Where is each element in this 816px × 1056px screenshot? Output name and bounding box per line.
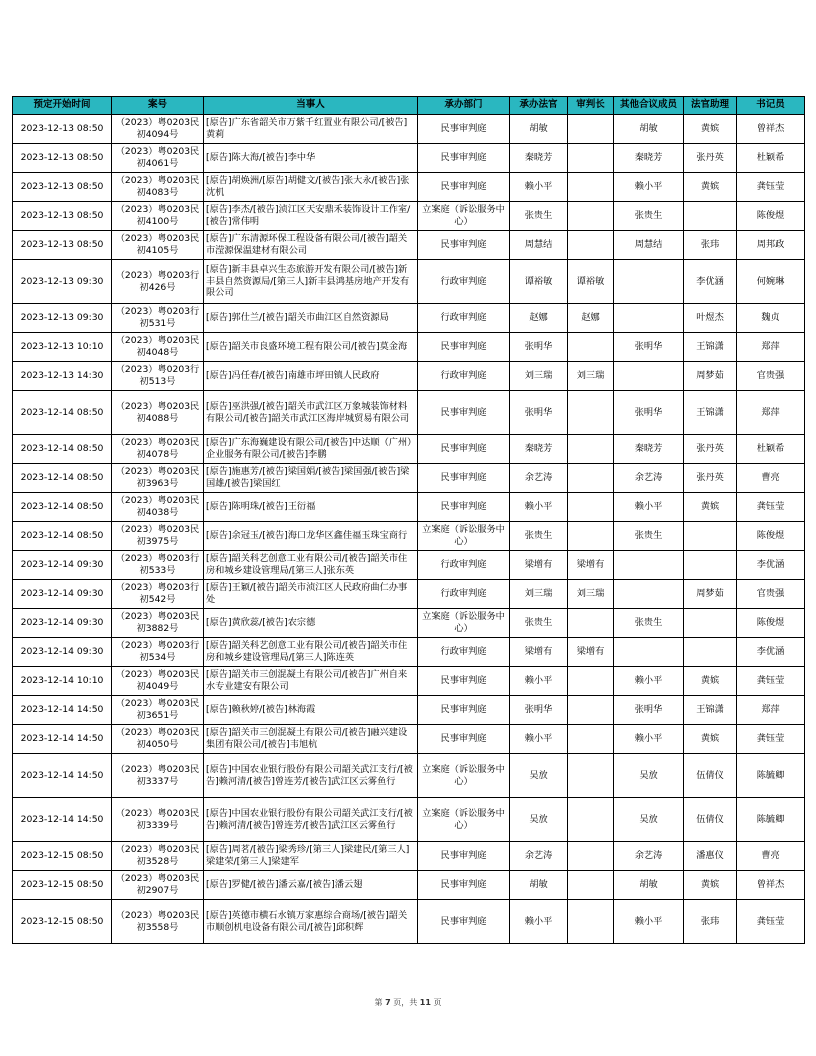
- presiding-judge-cell: [568, 391, 614, 435]
- parties-cell: [原告]罗健/[被告]潘云嘉/[被告]潘云翅: [204, 871, 418, 900]
- parties-cell: [原告]韶关科艺创意工业有限公司/[被告]韶关市住房和城乡建设管理局/[第三人]张东英: [204, 551, 418, 580]
- case-number-cell: （2023）粤0203行初542号: [112, 580, 204, 609]
- presiding-judge-cell: [568, 522, 614, 551]
- department-cell: 行政审判庭: [418, 580, 510, 609]
- clerk-cell: 陈毓卿: [737, 754, 805, 798]
- panel-members-cell: 余艺涛: [614, 842, 684, 871]
- department-cell: 民事审判庭: [418, 333, 510, 362]
- presiding-judge-cell: [568, 754, 614, 798]
- case-number-cell: （2023）粤0203民初4061号: [112, 144, 204, 173]
- judge-assistant-cell: 王锦潇: [684, 333, 737, 362]
- clerk-cell: 陈俊煜: [737, 522, 805, 551]
- panel-members-cell: 秦晓芳: [614, 144, 684, 173]
- presiding-judge-cell: [568, 202, 614, 231]
- judge-cell: 余艺涛: [510, 464, 568, 493]
- panel-members-cell: 赖小平: [614, 493, 684, 522]
- panel-members-cell: 张贵生: [614, 202, 684, 231]
- start-time-cell: 2023-12-14 08:50: [13, 435, 112, 464]
- table-row: [13, 551, 805, 580]
- judge-assistant-cell: 王锦潇: [684, 696, 737, 725]
- presiding-judge-cell: [568, 667, 614, 696]
- department-cell: 立案庭（诉讼服务中心）: [418, 202, 510, 231]
- clerk-cell: 何婉琳: [737, 260, 805, 304]
- table-row: [13, 333, 805, 362]
- judge-assistant-cell: 黄嫔: [684, 871, 737, 900]
- panel-members-cell: 张明华: [614, 696, 684, 725]
- judge-cell: 赖小平: [510, 900, 568, 944]
- panel-members-cell: [614, 260, 684, 304]
- judge-cell: 刘三瑞: [510, 580, 568, 609]
- panel-members-cell: 张明华: [614, 333, 684, 362]
- panel-members-cell: [614, 304, 684, 333]
- presiding-judge-cell: [568, 609, 614, 638]
- clerk-cell: 魏贞: [737, 304, 805, 333]
- start-time-cell: 2023-12-13 14:30: [13, 362, 112, 391]
- presiding-judge-cell: [568, 798, 614, 842]
- judge-assistant-cell: 周梦茹: [684, 580, 737, 609]
- clerk-cell: 龚钰莹: [737, 173, 805, 202]
- judge-assistant-cell: 王锦潇: [684, 391, 737, 435]
- presiding-judge-cell: 谭裕敏: [568, 260, 614, 304]
- parties-cell: [原告]韶关市三创混凝土有限公司/[被告]广州自来水专业建安有限公司: [204, 667, 418, 696]
- panel-members-cell: [614, 362, 684, 391]
- judge-assistant-cell: 伍倩仪: [684, 798, 737, 842]
- presiding-judge-cell: [568, 725, 614, 754]
- table-row: [13, 609, 805, 638]
- parties-cell: [原告]广东海巍建设有限公司/[被告]中达顺（广州）企业服务有限公司/[被告]李鹏: [204, 435, 418, 464]
- presiding-judge-cell: [568, 115, 614, 144]
- judge-assistant-cell: [684, 202, 737, 231]
- judge-cell: 余艺涛: [510, 842, 568, 871]
- start-time-cell: 2023-12-13 08:50: [13, 115, 112, 144]
- presiding-judge-cell: [568, 464, 614, 493]
- clerk-cell: 李优涵: [737, 638, 805, 667]
- judge-assistant-cell: 周梦茹: [684, 362, 737, 391]
- clerk-cell: 杜颖希: [737, 144, 805, 173]
- parties-cell: [原告]郭仕兰/[被告]韶关市曲江区自然资源局: [204, 304, 418, 333]
- parties-cell: [原告]施惠芳/[被告]梁国娟/[被告]梁国强/[被告]梁国雄/[被告]梁国红: [204, 464, 418, 493]
- table-row: [13, 362, 805, 391]
- page-number: 7: [385, 998, 391, 1007]
- clerk-cell: 周邦政: [737, 231, 805, 260]
- page-footer: [0, 997, 816, 1008]
- case-number-cell: （2023）粤0203民初3339号: [112, 798, 204, 842]
- judge-assistant-cell: 黄嫔: [684, 493, 737, 522]
- start-time-cell: 2023-12-13 08:50: [13, 144, 112, 173]
- column-header-panel-members: 其他合议成员: [614, 97, 684, 115]
- judge-assistant-cell: 张丹英: [684, 464, 737, 493]
- start-time-cell: 2023-12-13 08:50: [13, 173, 112, 202]
- case-number-cell: （2023）粤0203民初4078号: [112, 435, 204, 464]
- panel-members-cell: [614, 580, 684, 609]
- judge-assistant-cell: 张玮: [684, 900, 737, 944]
- table-row: [13, 900, 805, 944]
- judge-assistant-cell: 黄嫔: [684, 115, 737, 144]
- judge-cell: 张贵生: [510, 202, 568, 231]
- parties-cell: [原告]胡焕洲/[原告]胡健文/[被告]张大永/[被告]张沈机: [204, 173, 418, 202]
- judge-cell: 张明华: [510, 696, 568, 725]
- clerk-cell: 曹亮: [737, 842, 805, 871]
- table-row: [13, 798, 805, 842]
- parties-cell: [原告]陈大海/[被告]李中华: [204, 144, 418, 173]
- department-cell: 民事审判庭: [418, 435, 510, 464]
- judge-assistant-cell: 张玮: [684, 231, 737, 260]
- presiding-judge-cell: 赵娜: [568, 304, 614, 333]
- judge-cell: 吴放: [510, 754, 568, 798]
- table-row: [13, 435, 805, 464]
- start-time-cell: 2023-12-14 09:30: [13, 609, 112, 638]
- column-header-judge-assistant: 法官助理: [684, 97, 737, 115]
- panel-members-cell: 余艺涛: [614, 464, 684, 493]
- department-cell: 民事审判庭: [418, 696, 510, 725]
- department-cell: 民事审判庭: [418, 842, 510, 871]
- column-header-department: 承办部门: [418, 97, 510, 115]
- start-time-cell: 2023-12-13 10:10: [13, 333, 112, 362]
- case-number-cell: （2023）粤0203民初4094号: [112, 115, 204, 144]
- judge-cell: 赖小平: [510, 667, 568, 696]
- parties-cell: [原告]中国农业银行股份有限公司韶关武江支行/[被告]赖河清/[被告]曾连芳/[被告]武江区云雾鱼行: [204, 798, 418, 842]
- judge-cell: 赖小平: [510, 493, 568, 522]
- parties-cell: [原告]英德市横石水镇万家惠综合商场/[被告]韶关市顺创机电设备有限公司/[被告]邱积辉: [204, 900, 418, 944]
- judge-assistant-cell: 叶煜杰: [684, 304, 737, 333]
- judge-cell: 吴放: [510, 798, 568, 842]
- table-row: [13, 493, 805, 522]
- panel-members-cell: 吴放: [614, 798, 684, 842]
- case-number-cell: （2023）粤0203民初3528号: [112, 842, 204, 871]
- department-cell: 民事审判庭: [418, 231, 510, 260]
- panel-members-cell: 张贵生: [614, 522, 684, 551]
- department-cell: 行政审判庭: [418, 551, 510, 580]
- case-number-cell: （2023）粤0203民初3651号: [112, 696, 204, 725]
- judge-cell: 赵娜: [510, 304, 568, 333]
- clerk-cell: 龚钰莹: [737, 725, 805, 754]
- table-row: [13, 391, 805, 435]
- judge-cell: 胡敏: [510, 871, 568, 900]
- panel-members-cell: 吴放: [614, 754, 684, 798]
- department-cell: 立案庭（诉讼服务中心）: [418, 609, 510, 638]
- footer-suffix: 页: [430, 998, 442, 1007]
- presiding-judge-cell: [568, 696, 614, 725]
- table-row: [13, 725, 805, 754]
- case-number-cell: （2023）粤0203民初3963号: [112, 464, 204, 493]
- clerk-cell: 陈俊煜: [737, 202, 805, 231]
- clerk-cell: 官贵强: [737, 362, 805, 391]
- table-row: [13, 580, 805, 609]
- presiding-judge-cell: [568, 333, 614, 362]
- case-number-cell: （2023）粤0203行初426号: [112, 260, 204, 304]
- clerk-cell: 龚钰莹: [737, 667, 805, 696]
- table-row: [13, 231, 805, 260]
- department-cell: 民事审判庭: [418, 725, 510, 754]
- department-cell: 民事审判庭: [418, 115, 510, 144]
- clerk-cell: 杜颖希: [737, 435, 805, 464]
- parties-cell: [原告]韶关科艺创意工业有限公司/[被告]韶关市住房和城乡建设管理局/[第三人]陈连英: [204, 638, 418, 667]
- case-number-cell: （2023）粤0203民初4048号: [112, 333, 204, 362]
- judge-cell: 刘三瑞: [510, 362, 568, 391]
- department-cell: 民事审判庭: [418, 144, 510, 173]
- parties-cell: [原告]周茗/[被告]梁秀珍/[第三人]梁建民/[第三人]梁建荣/[第三人]梁建军: [204, 842, 418, 871]
- start-time-cell: 2023-12-14 14:50: [13, 696, 112, 725]
- start-time-cell: 2023-12-14 09:30: [13, 551, 112, 580]
- hearing-schedule-table: [12, 96, 805, 944]
- panel-members-cell: 赖小平: [614, 725, 684, 754]
- column-header-case-number: 案号: [112, 97, 204, 115]
- clerk-cell: 陈毓卿: [737, 798, 805, 842]
- table-row: [13, 464, 805, 493]
- department-cell: 行政审判庭: [418, 362, 510, 391]
- department-cell: 立案庭（诉讼服务中心）: [418, 522, 510, 551]
- footer-middle: 页，共: [390, 998, 420, 1007]
- column-header-judge: 承办法官: [510, 97, 568, 115]
- clerk-cell: 陈俊煜: [737, 609, 805, 638]
- start-time-cell: 2023-12-14 14:50: [13, 798, 112, 842]
- department-cell: 民事审判庭: [418, 667, 510, 696]
- clerk-cell: 郑萍: [737, 696, 805, 725]
- case-number-cell: （2023）粤0203民初4083号: [112, 173, 204, 202]
- clerk-cell: 李优涵: [737, 551, 805, 580]
- panel-members-cell: 胡敏: [614, 115, 684, 144]
- panel-members-cell: 赖小平: [614, 667, 684, 696]
- clerk-cell: 龚钰莹: [737, 900, 805, 944]
- department-cell: 行政审判庭: [418, 638, 510, 667]
- start-time-cell: 2023-12-14 08:50: [13, 493, 112, 522]
- judge-cell: 张贵生: [510, 609, 568, 638]
- presiding-judge-cell: 梁增有: [568, 638, 614, 667]
- judge-assistant-cell: 潘惠仪: [684, 842, 737, 871]
- department-cell: 民事审判庭: [418, 464, 510, 493]
- presiding-judge-cell: [568, 493, 614, 522]
- department-cell: 行政审判庭: [418, 260, 510, 304]
- start-time-cell: 2023-12-14 10:10: [13, 667, 112, 696]
- parties-cell: [原告]余冠玉/[被告]海口龙华区鑫佳福玉珠宝商行: [204, 522, 418, 551]
- column-header-start-time: 预定开始时间: [13, 97, 112, 115]
- start-time-cell: 2023-12-14 08:50: [13, 464, 112, 493]
- panel-members-cell: 张贵生: [614, 609, 684, 638]
- column-header-clerk: 书记员: [737, 97, 805, 115]
- department-cell: 行政审判庭: [418, 304, 510, 333]
- table-row: [13, 638, 805, 667]
- case-number-cell: （2023）粤0203民初3882号: [112, 609, 204, 638]
- presiding-judge-cell: [568, 231, 614, 260]
- parties-cell: [原告]韶关市良盛环境工程有限公司/[被告]莫金海: [204, 333, 418, 362]
- judge-assistant-cell: 黄嫔: [684, 725, 737, 754]
- parties-cell: [原告]巫洪强/[被告]韶关市武江区万象城装饰材料有限公司/[被告]韶关市武江区海岸城贸易有限公司: [204, 391, 418, 435]
- table-row: [13, 696, 805, 725]
- parties-cell: [原告]广东省韶关市万紫千红置业有限公司/[被告]黄莉: [204, 115, 418, 144]
- parties-cell: [原告]冯任春/[被告]南雄市坪田镇人民政府: [204, 362, 418, 391]
- judge-cell: 张贵生: [510, 522, 568, 551]
- presiding-judge-cell: [568, 900, 614, 944]
- table-row: [13, 115, 805, 144]
- table-row: [13, 871, 805, 900]
- department-cell: 民事审判庭: [418, 900, 510, 944]
- panel-members-cell: 赖小平: [614, 173, 684, 202]
- start-time-cell: 2023-12-14 14:50: [13, 754, 112, 798]
- total-pages: 11: [419, 998, 431, 1007]
- start-time-cell: 2023-12-13 08:50: [13, 231, 112, 260]
- department-cell: 民事审判庭: [418, 391, 510, 435]
- parties-cell: [原告]中国农业银行股份有限公司韶关武江支行/[被告]赖河清/[被告]曾连芳/[被告]武江区云雾鱼行: [204, 754, 418, 798]
- parties-cell: [原告]赖秋婷/[被告]林海霞: [204, 696, 418, 725]
- parties-cell: [原告]陈明珠/[被告]王衍福: [204, 493, 418, 522]
- case-number-cell: （2023）粤0203民初3975号: [112, 522, 204, 551]
- start-time-cell: 2023-12-14 09:30: [13, 638, 112, 667]
- case-number-cell: （2023）粤0203行初513号: [112, 362, 204, 391]
- panel-members-cell: [614, 551, 684, 580]
- case-number-cell: （2023）粤0203民初3337号: [112, 754, 204, 798]
- panel-members-cell: 张明华: [614, 391, 684, 435]
- judge-assistant-cell: 张丹英: [684, 144, 737, 173]
- presiding-judge-cell: [568, 842, 614, 871]
- panel-members-cell: 秦晓芳: [614, 435, 684, 464]
- department-cell: 民事审判庭: [418, 173, 510, 202]
- case-number-cell: （2023）粤0203民初2907号: [112, 871, 204, 900]
- start-time-cell: 2023-12-13 09:30: [13, 260, 112, 304]
- department-cell: 立案庭（诉讼服务中心）: [418, 754, 510, 798]
- department-cell: 立案庭（诉讼服务中心）: [418, 798, 510, 842]
- parties-cell: [原告]黄欣蕊/[被告]农宗德: [204, 609, 418, 638]
- case-number-cell: （2023）粤0203行初533号: [112, 551, 204, 580]
- judge-cell: 张明华: [510, 333, 568, 362]
- panel-members-cell: 赖小平: [614, 900, 684, 944]
- table-row: [13, 144, 805, 173]
- judge-cell: 梁增有: [510, 638, 568, 667]
- judge-cell: 秦晓芳: [510, 144, 568, 173]
- start-time-cell: 2023-12-14 14:50: [13, 725, 112, 754]
- table-row: [13, 173, 805, 202]
- presiding-judge-cell: [568, 144, 614, 173]
- judge-assistant-cell: 黄嫔: [684, 173, 737, 202]
- presiding-judge-cell: [568, 871, 614, 900]
- panel-members-cell: 胡敏: [614, 871, 684, 900]
- panel-members-cell: 周慧结: [614, 231, 684, 260]
- clerk-cell: 官贵强: [737, 580, 805, 609]
- column-header-presiding-judge: 审判长: [568, 97, 614, 115]
- start-time-cell: 2023-12-15 08:50: [13, 900, 112, 944]
- case-number-cell: （2023）粤0203行初534号: [112, 638, 204, 667]
- table-row: [13, 754, 805, 798]
- judge-assistant-cell: [684, 609, 737, 638]
- clerk-cell: 曹亮: [737, 464, 805, 493]
- case-number-cell: （2023）粤0203民初4100号: [112, 202, 204, 231]
- parties-cell: [原告]王颖/[被告]韶关市浈江区人民政府曲仁办事处: [204, 580, 418, 609]
- start-time-cell: 2023-12-13 08:50: [13, 202, 112, 231]
- judge-assistant-cell: [684, 551, 737, 580]
- start-time-cell: 2023-12-14 09:30: [13, 580, 112, 609]
- judge-cell: 谭裕敏: [510, 260, 568, 304]
- table-row: [13, 202, 805, 231]
- judge-cell: 胡敏: [510, 115, 568, 144]
- judge-cell: 秦晓芳: [510, 435, 568, 464]
- department-cell: 民事审判庭: [418, 493, 510, 522]
- table-row: [13, 522, 805, 551]
- case-number-cell: （2023）粤0203行初531号: [112, 304, 204, 333]
- table-header-row: [13, 97, 805, 115]
- presiding-judge-cell: 刘三瑞: [568, 580, 614, 609]
- table-row: [13, 304, 805, 333]
- judge-assistant-cell: [684, 522, 737, 551]
- footer-prefix: 第: [374, 998, 386, 1007]
- judge-assistant-cell: 李优涵: [684, 260, 737, 304]
- case-number-cell: （2023）粤0203民初3558号: [112, 900, 204, 944]
- table-row: [13, 842, 805, 871]
- department-cell: 民事审判庭: [418, 871, 510, 900]
- table-row: [13, 667, 805, 696]
- parties-cell: [原告]韶关市三创混凝土有限公司/[被告]融兴建设集团有限公司/[被告]韦旭杭: [204, 725, 418, 754]
- judge-assistant-cell: [684, 638, 737, 667]
- judge-cell: 赖小平: [510, 725, 568, 754]
- judge-cell: 梁增有: [510, 551, 568, 580]
- judge-cell: 赖小平: [510, 173, 568, 202]
- clerk-cell: 郑萍: [737, 333, 805, 362]
- start-time-cell: 2023-12-15 08:50: [13, 871, 112, 900]
- start-time-cell: 2023-12-13 09:30: [13, 304, 112, 333]
- start-time-cell: 2023-12-14 08:50: [13, 522, 112, 551]
- clerk-cell: 郑萍: [737, 391, 805, 435]
- presiding-judge-cell: [568, 435, 614, 464]
- judge-assistant-cell: 黄嫔: [684, 667, 737, 696]
- case-number-cell: （2023）粤0203民初4088号: [112, 391, 204, 435]
- clerk-cell: 曾祥杰: [737, 115, 805, 144]
- clerk-cell: 龚钰莹: [737, 493, 805, 522]
- clerk-cell: 曾祥杰: [737, 871, 805, 900]
- presiding-judge-cell: 刘三瑞: [568, 362, 614, 391]
- case-number-cell: （2023）粤0203民初4038号: [112, 493, 204, 522]
- parties-cell: [原告]广东清源环保工程设备有限公司/[被告]韶关市滢源保温建材有限公司: [204, 231, 418, 260]
- judge-cell: 周慧结: [510, 231, 568, 260]
- presiding-judge-cell: [568, 173, 614, 202]
- judge-assistant-cell: 伍倩仪: [684, 754, 737, 798]
- judge-assistant-cell: 张丹英: [684, 435, 737, 464]
- start-time-cell: 2023-12-15 08:50: [13, 842, 112, 871]
- parties-cell: [原告]新丰县卓兴生态旅游开发有限公司/[被告]新丰县自然资源局/[第三人]新丰县鸿基房地产开发有限公司: [204, 260, 418, 304]
- start-time-cell: 2023-12-14 08:50: [13, 391, 112, 435]
- presiding-judge-cell: 梁增有: [568, 551, 614, 580]
- case-number-cell: （2023）粤0203民初4105号: [112, 231, 204, 260]
- panel-members-cell: [614, 638, 684, 667]
- case-number-cell: （2023）粤0203民初4050号: [112, 725, 204, 754]
- judge-cell: 张明华: [510, 391, 568, 435]
- table-row: [13, 260, 805, 304]
- case-number-cell: （2023）粤0203民初4049号: [112, 667, 204, 696]
- column-header-parties: 当事人: [204, 97, 418, 115]
- parties-cell: [原告]李杰/[被告]浈江区天安鼎禾装饰设计工作室/[被告]常伟明: [204, 202, 418, 231]
